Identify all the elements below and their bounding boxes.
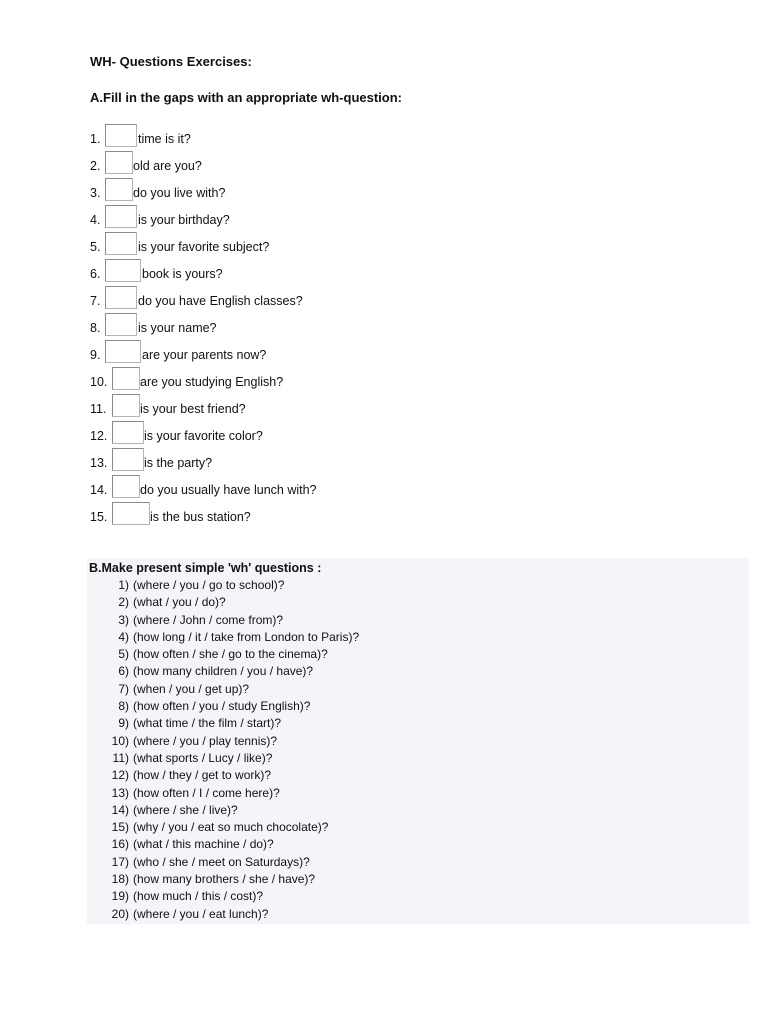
question-number: 16) bbox=[111, 837, 129, 852]
question-text: (how many brothers / she / have)? bbox=[133, 872, 316, 887]
question-number: 4) bbox=[118, 629, 129, 644]
gap-item-number: 12. bbox=[90, 429, 108, 443]
gap-item-text: do you have English classes? bbox=[138, 294, 303, 308]
question-number: 17) bbox=[111, 854, 129, 869]
section-b bbox=[87, 558, 749, 924]
question-text: (how / they / get to work)? bbox=[133, 768, 272, 783]
question-text: (why / you / eat so much chocolate)? bbox=[133, 820, 329, 835]
question-item bbox=[87, 802, 749, 819]
gap-item-number: 14. bbox=[90, 483, 108, 497]
answer-box[interactable] bbox=[112, 502, 150, 525]
gap-item bbox=[90, 178, 490, 205]
gap-item-text: is the party? bbox=[144, 456, 213, 470]
gap-item bbox=[90, 340, 490, 367]
question-number: 5) bbox=[118, 647, 129, 662]
answer-box[interactable] bbox=[105, 205, 137, 228]
section-b-title: B.Make present simple 'wh' questions : bbox=[89, 561, 322, 575]
question-text: (how often / you / study English)? bbox=[133, 699, 311, 714]
gap-item-text: is your favorite subject? bbox=[138, 240, 270, 254]
question-item bbox=[87, 906, 749, 923]
gap-item bbox=[90, 313, 490, 340]
question-number: 8) bbox=[118, 699, 129, 714]
question-number: 13) bbox=[111, 785, 129, 800]
gap-item-number: 9. bbox=[90, 348, 101, 362]
question-list bbox=[87, 577, 749, 923]
answer-box[interactable] bbox=[105, 151, 133, 174]
answer-box[interactable] bbox=[105, 124, 137, 147]
question-item bbox=[87, 715, 749, 732]
question-text: (how often / she / go to the cinema)? bbox=[133, 647, 328, 662]
gap-item-number: 3. bbox=[90, 186, 101, 200]
gap-item-number: 4. bbox=[90, 213, 101, 227]
question-text: (where / you / eat lunch)? bbox=[133, 906, 269, 921]
gap-fill-list bbox=[90, 124, 490, 529]
question-item bbox=[87, 663, 749, 680]
question-item bbox=[87, 888, 749, 905]
question-item bbox=[87, 612, 749, 629]
question-number: 12) bbox=[111, 768, 129, 783]
question-number: 3) bbox=[118, 612, 129, 627]
answer-box[interactable] bbox=[105, 286, 137, 309]
question-text: (who / she / meet on Saturdays)? bbox=[133, 854, 310, 869]
question-text: (how long / it / take from London to Paris)? bbox=[133, 629, 360, 644]
gap-item-number: 7. bbox=[90, 294, 101, 308]
gap-item bbox=[90, 259, 490, 286]
gap-item bbox=[90, 394, 490, 421]
answer-box[interactable] bbox=[112, 394, 140, 417]
question-item bbox=[87, 681, 749, 698]
answer-box[interactable] bbox=[105, 178, 133, 201]
gap-item bbox=[90, 475, 490, 502]
gap-item-number: 1. bbox=[90, 132, 101, 146]
question-item bbox=[87, 646, 749, 663]
gap-item-text: time is it? bbox=[138, 132, 191, 146]
question-item bbox=[87, 577, 749, 594]
question-item bbox=[87, 836, 749, 853]
question-item bbox=[87, 767, 749, 784]
gap-item bbox=[90, 421, 490, 448]
gap-item-number: 11. bbox=[90, 402, 107, 416]
gap-item bbox=[90, 286, 490, 313]
question-item bbox=[87, 871, 749, 888]
question-text: (what time / the film / start)? bbox=[133, 716, 282, 731]
gap-item-number: 15. bbox=[90, 510, 108, 524]
answer-box[interactable] bbox=[105, 232, 137, 255]
question-number: 15) bbox=[111, 820, 129, 835]
question-item bbox=[87, 750, 749, 767]
question-text: (when / you / get up)? bbox=[133, 681, 250, 696]
question-number: 11) bbox=[112, 750, 129, 765]
question-item bbox=[87, 785, 749, 802]
question-item bbox=[87, 698, 749, 715]
gap-item-number: 2. bbox=[90, 159, 101, 173]
answer-box[interactable] bbox=[112, 367, 140, 390]
question-text: (how often / I / come here)? bbox=[133, 785, 280, 800]
gap-item-text: are your parents now? bbox=[142, 348, 267, 362]
question-number: 7) bbox=[118, 681, 129, 696]
question-item bbox=[87, 819, 749, 836]
question-item bbox=[87, 629, 749, 646]
answer-box[interactable] bbox=[112, 421, 144, 444]
answer-box[interactable] bbox=[112, 448, 144, 471]
gap-item-text: do you live with? bbox=[133, 186, 226, 200]
gap-item bbox=[90, 448, 490, 475]
answer-box[interactable] bbox=[112, 475, 140, 498]
question-number: 9) bbox=[118, 716, 129, 731]
question-number: 18) bbox=[111, 872, 129, 887]
gap-item-text: do you usually have lunch with? bbox=[140, 483, 317, 497]
answer-box[interactable] bbox=[105, 313, 137, 336]
gap-item bbox=[90, 367, 490, 394]
question-number: 2) bbox=[118, 595, 129, 610]
gap-item-text: old are you? bbox=[133, 159, 202, 173]
question-text: (what / this machine / do)? bbox=[133, 837, 274, 852]
question-text: (what / you / do)? bbox=[133, 595, 226, 610]
question-number: 14) bbox=[111, 802, 129, 817]
gap-item bbox=[90, 205, 490, 232]
gap-item-number: 6. bbox=[90, 267, 101, 281]
question-item bbox=[87, 854, 749, 871]
question-item bbox=[87, 733, 749, 750]
question-text: (where / you / play tennis)? bbox=[133, 733, 278, 748]
question-number: 20) bbox=[111, 906, 129, 921]
question-text: (what sports / Lucy / like)? bbox=[133, 750, 273, 765]
question-number: 19) bbox=[111, 889, 129, 904]
question-text: (how much / this / cost)? bbox=[133, 889, 264, 904]
question-item bbox=[87, 594, 749, 611]
question-text: (where / John / come from)? bbox=[133, 612, 284, 627]
gap-item-text: book is yours? bbox=[142, 267, 223, 281]
gap-item-text: is your name? bbox=[138, 321, 217, 335]
gap-item-text: is your birthday? bbox=[138, 213, 230, 227]
gap-item bbox=[90, 151, 490, 178]
gap-item-number: 8. bbox=[90, 321, 101, 335]
question-number: 10) bbox=[111, 733, 129, 748]
gap-item bbox=[90, 232, 490, 259]
gap-item-text: is the bus station? bbox=[150, 510, 251, 524]
gap-item bbox=[90, 502, 490, 529]
question-number: 6) bbox=[118, 664, 129, 679]
gap-item-number: 5. bbox=[90, 240, 101, 254]
gap-item-number: 10. bbox=[90, 375, 108, 389]
question-number: 1) bbox=[118, 578, 129, 592]
gap-item-text: is your best friend? bbox=[140, 402, 246, 416]
gap-item-text: are you studying English? bbox=[140, 375, 284, 389]
answer-box[interactable] bbox=[105, 259, 141, 282]
section-a-title: A.Fill in the gaps with an appropriate wh-question: bbox=[90, 90, 403, 105]
answer-box[interactable] bbox=[105, 340, 141, 363]
gap-item-number: 13. bbox=[90, 456, 108, 470]
gap-item bbox=[90, 124, 490, 151]
question-text: (where / you / go to school)? bbox=[133, 578, 285, 592]
page-title: WH- Questions Exercises: bbox=[90, 54, 252, 69]
question-text: (how many children / you / have)? bbox=[133, 664, 314, 679]
question-text: (where / she / live)? bbox=[133, 802, 238, 817]
gap-item-text: is your favorite color? bbox=[144, 429, 263, 443]
